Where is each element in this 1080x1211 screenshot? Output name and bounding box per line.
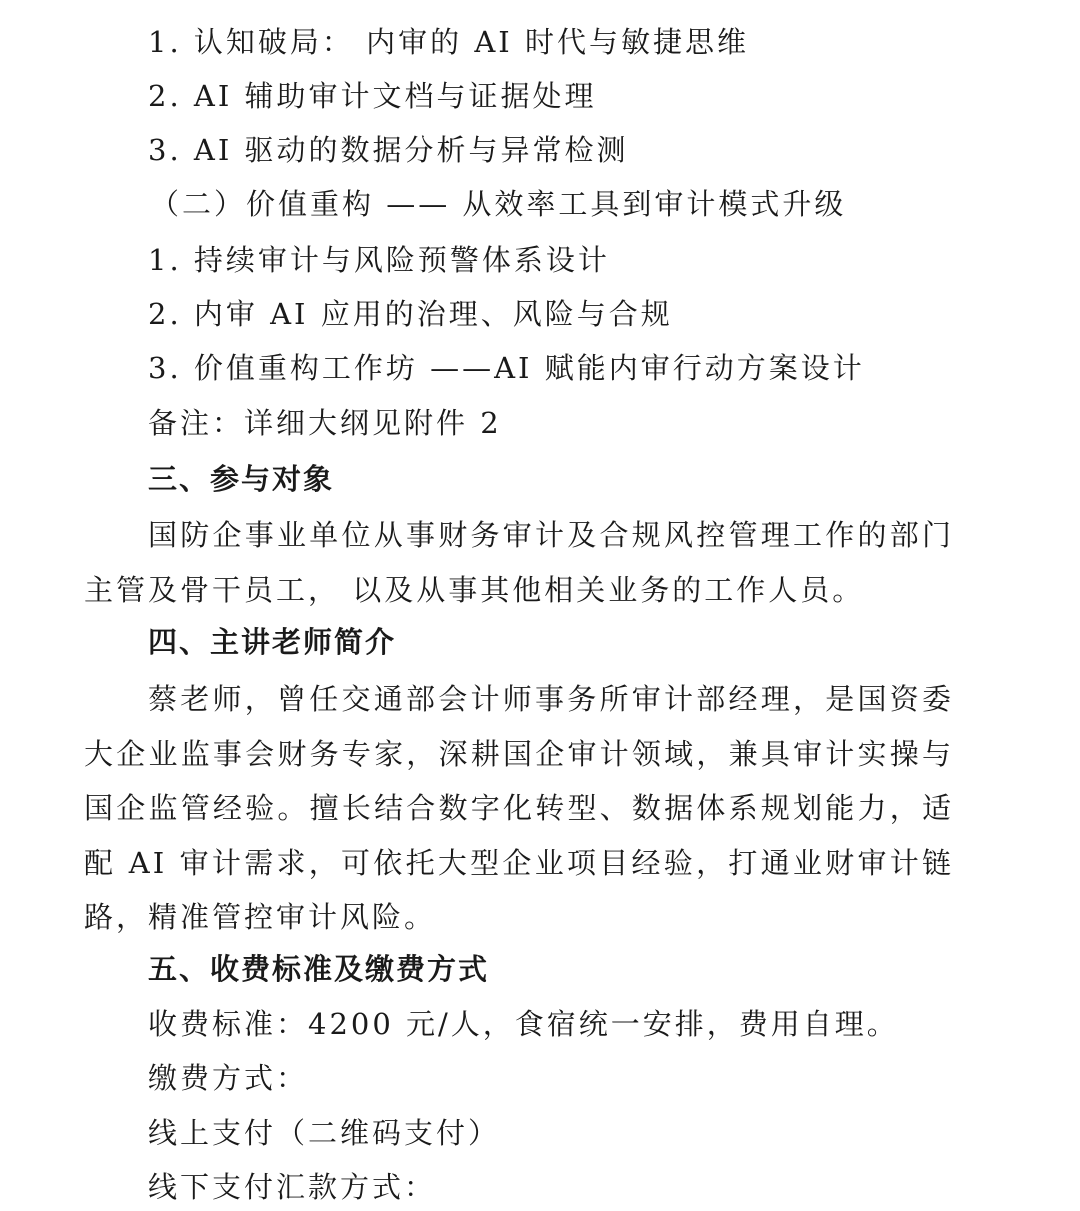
participants-paragraph: 国防企事业单位从事财务审计及合规风控管理工作的部门主管及骨干员工， 以及从事其他相关业务的工作人员。 [84, 518, 954, 607]
payment-online: 线上支付（二维码支付） [148, 1116, 501, 1150]
outline-item-3: 3. AI 驱动的数据分析与异常检测 [148, 133, 629, 167]
outline-item-1: 1. 认知破局： 内审的 AI 时代与敏捷思维 [148, 25, 749, 59]
instructor-paragraph: 蔡老师，曾任交通部会计师事务所审计部经理，是国资委大企业监事会财务专家，深耕国企审计领域，兼具审计实操与国企监管经验。擅长结合数字化转型、数据体系规划能力，适配 AI 审计需求，可依托大型企业项目经验，打通业财审计链路，精准管控审计风险。 [84, 682, 954, 934]
payment-method-label: 缴费方式： [148, 1061, 309, 1095]
section-heading-participants: 三、参与对象 [148, 462, 335, 496]
outline-item-b3: 3. 价值重构工作坊 ——AI 赋能内审行动方案设计 [148, 351, 865, 385]
section-heading-fees: 五、收费标准及缴费方式 [148, 952, 490, 986]
outline-item-2: 2. AI 辅助审计文档与证据处理 [148, 79, 597, 113]
outline-item-b2: 2. 内审 AI 应用的治理、风险与合规 [148, 297, 673, 331]
section-heading-instructor: 四、主讲老师简介 [148, 625, 397, 659]
fee-standard: 收费标准：4200 元/人，食宿统一安排，费用自理。 [148, 1007, 899, 1041]
subheading-value-rebuild: （二）价值重构 —— 从效率工具到审计模式升级 [150, 187, 847, 221]
outline-note: 备注：详细大纲见附件 2 [148, 406, 502, 440]
outline-item-b1: 1. 持续审计与风险预警体系设计 [148, 243, 610, 277]
payment-offline: 线下支付汇款方式： [148, 1170, 437, 1204]
